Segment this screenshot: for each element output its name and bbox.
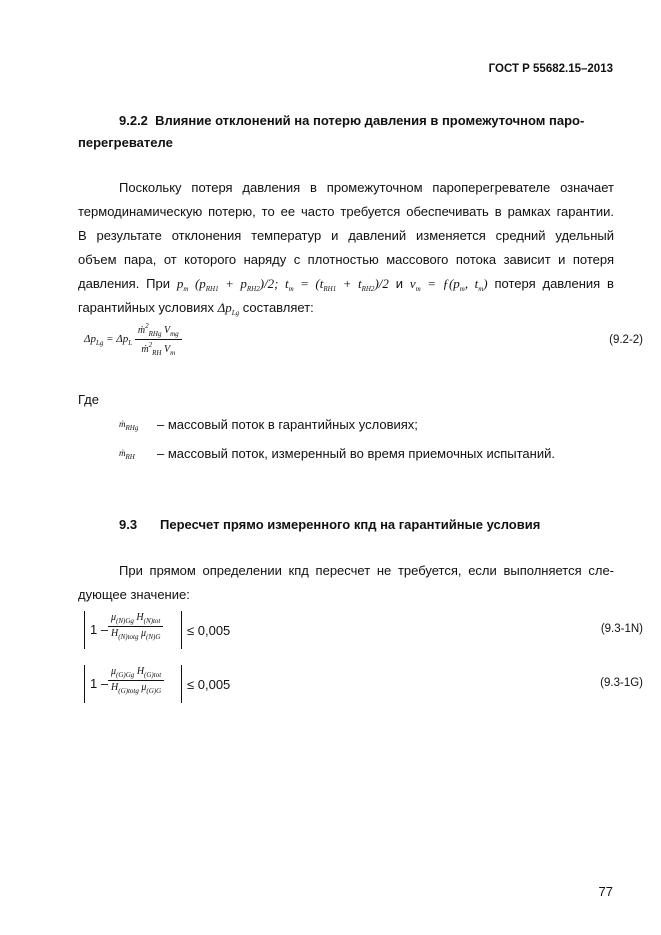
paragraph-line: В результате отклонения температур и давлений изменяется средний удельный	[78, 228, 614, 243]
symbol-m-rh: ṁ$_{RH}$	[119, 448, 135, 461]
section-93-paragraph	[78, 559, 614, 607]
section-title-line1: Влияние отклонений на потерю давления в промежуточном паро-	[155, 113, 585, 128]
where-label: Где	[78, 392, 99, 407]
paragraph-line: дующее значение:	[78, 587, 190, 602]
equation-rhs: ≤ 0,005	[187, 677, 231, 692]
equation-922: $\Delta p_{Lg} = \Delta p_L$ $\frac{ṁ^2_{RHg} V_{mg}}{ṁ^2_{RH} V_m}$	[84, 322, 182, 357]
symbol-m-rhg: ṁ$_{RHg}$	[119, 419, 139, 432]
equation-931g: 1 – $\frac{\mu_{(G)Gg} H_{(G)tot}}{H_{(G)totg} \mu_{(G)G}}$	[84, 665, 182, 703]
section-922-paragraph	[78, 176, 614, 320]
standard-designation: ГОСТ Р 55682.15–2013	[488, 63, 613, 75]
where-item-text: – массовый поток в гарантийных условиях;	[157, 417, 418, 432]
equation-number: (9.3-1G)	[600, 677, 643, 689]
paragraph-line-last: гарантийных условиях $\Delta p_{Lg}$ составляет:	[78, 300, 314, 317]
section-heading-93	[119, 517, 137, 532]
equation-number: (9.3-1N)	[600, 623, 643, 635]
paragraph-line-with-formulas: давления. При $p_m$ $(p_{RH1} + p_{RH2})/2$; $t_m = (t_{RH1} + t_{RH2})/2$ и $v_m$ = $ƒ(p_m$, $t_m$) потеря давления в	[78, 276, 614, 293]
section-number: 9.2.2	[119, 113, 148, 128]
section-number: 9.3	[119, 517, 138, 532]
paragraph-line: объем пара, от которого наряду с плотностью массового потока зависит и потеря	[78, 252, 614, 267]
equation-fraction: $\frac{ṁ^2_{RHg} V_{mg}}{ṁ^2_{RH} V_m}$	[135, 322, 182, 357]
where-item-text: – массовый поток, измеренный во время приемочных испытаний.	[157, 446, 555, 461]
section-heading-922	[119, 113, 584, 128]
equation-number: (9.2-2)	[609, 334, 643, 346]
section-title: Пересчет прямо измеренного кпд на гарантийные условия	[160, 517, 541, 532]
paragraph-line: При прямом определении кпд пересчет не требуется, если выполняется сле-	[119, 563, 614, 578]
page-number: 77	[598, 884, 613, 899]
section-title-line2: перегревателе	[78, 135, 173, 150]
paragraph-line: Поскольку потеря давления в промежуточном пароперегревателе означает	[119, 180, 614, 195]
equation-rhs: ≤ 0,005	[187, 623, 231, 638]
equation-931n: 1 – $\frac{\mu_{(N)Gg} H_{(N)tot}}{H_{(N)totg} \mu_{(N)G}}$	[84, 611, 182, 649]
paragraph-line: термодинамическую потерю, то ее часто требуется обеспечивать в рамках гарантии.	[78, 204, 614, 219]
